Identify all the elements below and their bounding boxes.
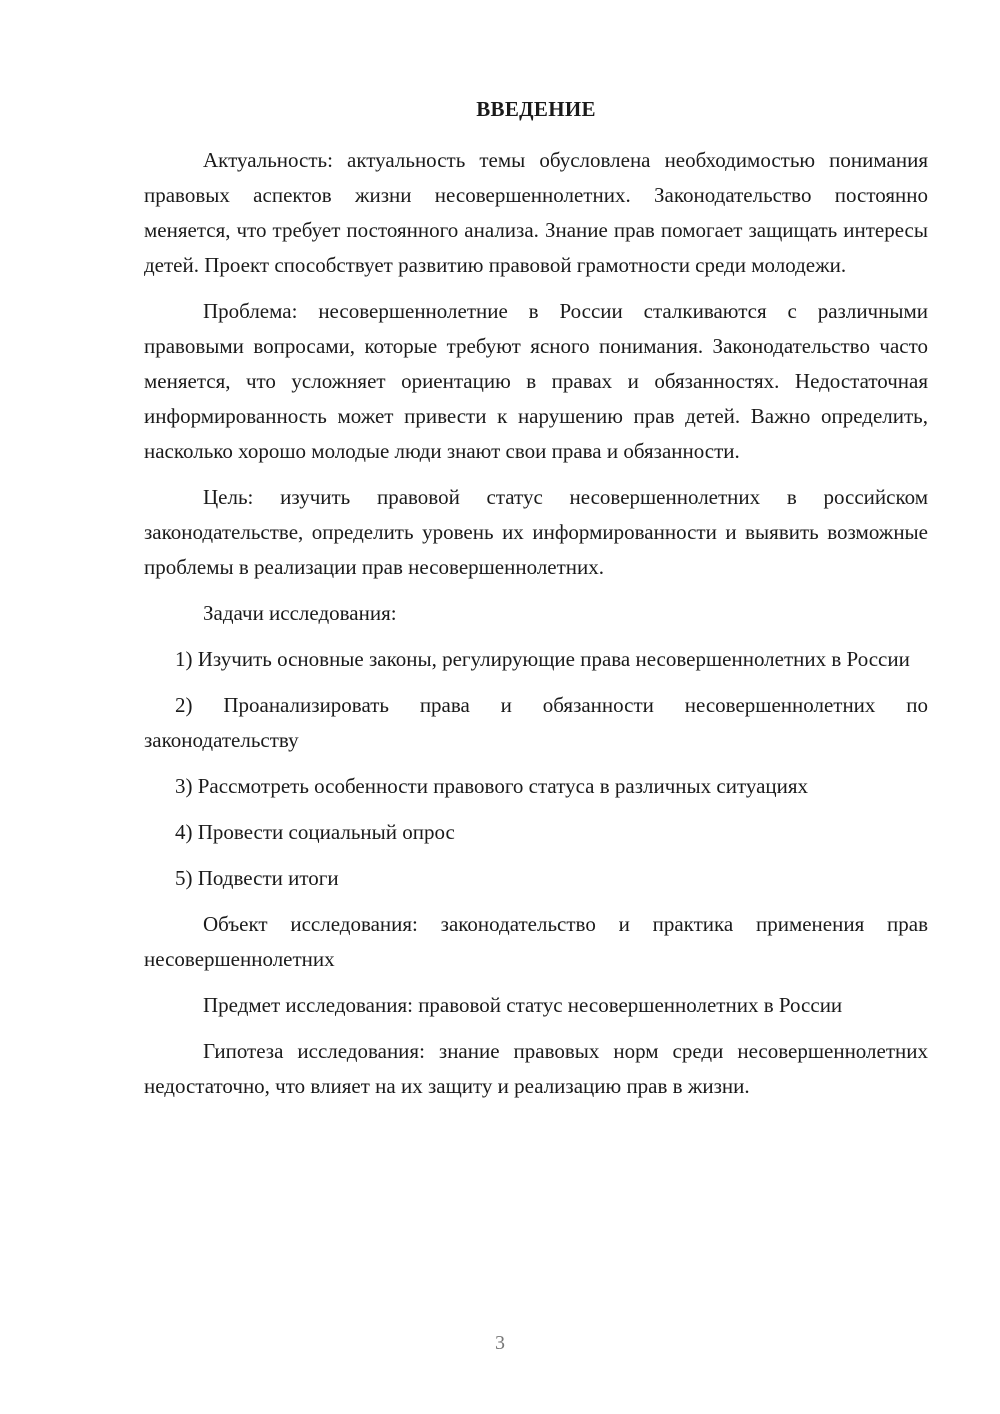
list-item: 5) Подвести итоги <box>175 866 339 890</box>
relevance-paragraph: Актуальность: актуальность темы обусловлена необходимостью понимания правовых аспектов жизни несовершеннолетних. Законодательство постоянно меняется, что требует постоянного анализа. Знание прав помогает защищать интересы детей. Проект способствует развитию правовой грамотности среди молодежи. <box>144 148 928 277</box>
object-paragraph: Объект исследования: законодательство и практика применения прав несовершеннолетних <box>144 912 928 971</box>
list-item: 4) Провести социальный опрос <box>175 820 455 844</box>
goal-paragraph: Цель: изучить правовой статус несовершеннолетних в российском законодательстве, определить уровень их информированности и выявить возможные проблемы в реализации прав несовершеннолетних. <box>144 485 928 579</box>
problem-paragraph: Проблема: несовершеннолетние в России сталкиваются с различными правовыми вопросами, которые требуют ясного понимания. Законодательство часто меняется, что усложняет ориентацию в правах и обязанностях. Недостаточная информированность может привести к нарушению прав детей. Важно определить, насколько хорошо молодые люди знают свои права и обязанности. <box>144 299 928 463</box>
list-item: 1) Изучить основные законы, регулирующие права несовершеннолетних в России <box>175 647 910 671</box>
page-number: 3 <box>495 1332 505 1354</box>
document-page <box>144 92 928 1115</box>
tasks-list <box>144 642 928 896</box>
hypothesis-paragraph: Гипотеза исследования: знание правовых норм среди несовершеннолетних недостаточно, что влияет на их защиту и реализацию прав в жизни. <box>144 1039 928 1098</box>
section-title: ВВЕДЕНИЕ <box>476 97 596 121</box>
list-item: 2) Проанализировать права и обязанности несовершеннолетних по законодательству <box>144 693 928 752</box>
list-item: 3) Рассмотреть особенности правового статуса в различных ситуациях <box>175 774 809 798</box>
subject-paragraph: Предмет исследования: правовой статус несовершеннолетних в России <box>203 993 843 1017</box>
tasks-heading: Задачи исследования: <box>203 601 397 625</box>
